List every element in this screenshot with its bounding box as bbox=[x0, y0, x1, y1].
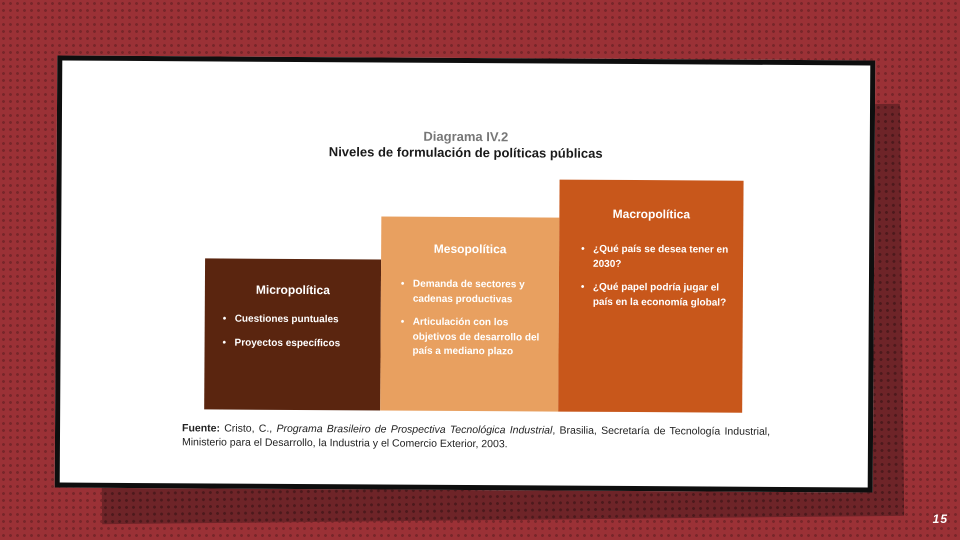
level-item: • Proyectos específicos bbox=[223, 336, 373, 351]
diagram-label: Diagrama IV.2 bbox=[423, 128, 509, 145]
level-title: Micropolítica bbox=[255, 282, 330, 298]
level-item: • Demanda de sectores y cadenas productivas bbox=[401, 278, 551, 308]
source-label: Fuente: bbox=[182, 422, 221, 435]
level-item: • ¿Qué país se desea tener en 2030? bbox=[581, 243, 731, 273]
page-number: 15 bbox=[932, 512, 948, 526]
level-micropolitica bbox=[204, 258, 381, 410]
level-item: • ¿Qué papel podría jugar el país en la economía global? bbox=[581, 281, 731, 311]
level-mesopolitica bbox=[380, 216, 559, 411]
diagram-title: Niveles de formulación de políticas públicas bbox=[328, 144, 603, 161]
level-items bbox=[400, 278, 550, 360]
level-items bbox=[581, 243, 731, 311]
source-work: Programa Brasileiro de Prospectiva Tecnológica Industrial bbox=[276, 422, 553, 437]
level-title: Mesopolítica bbox=[433, 241, 507, 257]
level-title: Macropolítica bbox=[612, 206, 691, 222]
level-items bbox=[223, 313, 373, 352]
level-item: • Cuestiones puntuales bbox=[223, 313, 373, 328]
diagram-frame bbox=[55, 56, 876, 493]
source-note bbox=[182, 421, 770, 453]
level-item: • Articulación con los objetivos de desarrollo del país a mediano plazo bbox=[400, 316, 550, 360]
source-author: Cristo, C., bbox=[224, 422, 273, 435]
source-rest: , Brasilia, Secretaría de Tecnología Industrial, Ministerio para el Desarrollo, la Industria y el Comercio Exterior, 2003. bbox=[181, 424, 771, 451]
level-macropolitica bbox=[558, 180, 743, 413]
